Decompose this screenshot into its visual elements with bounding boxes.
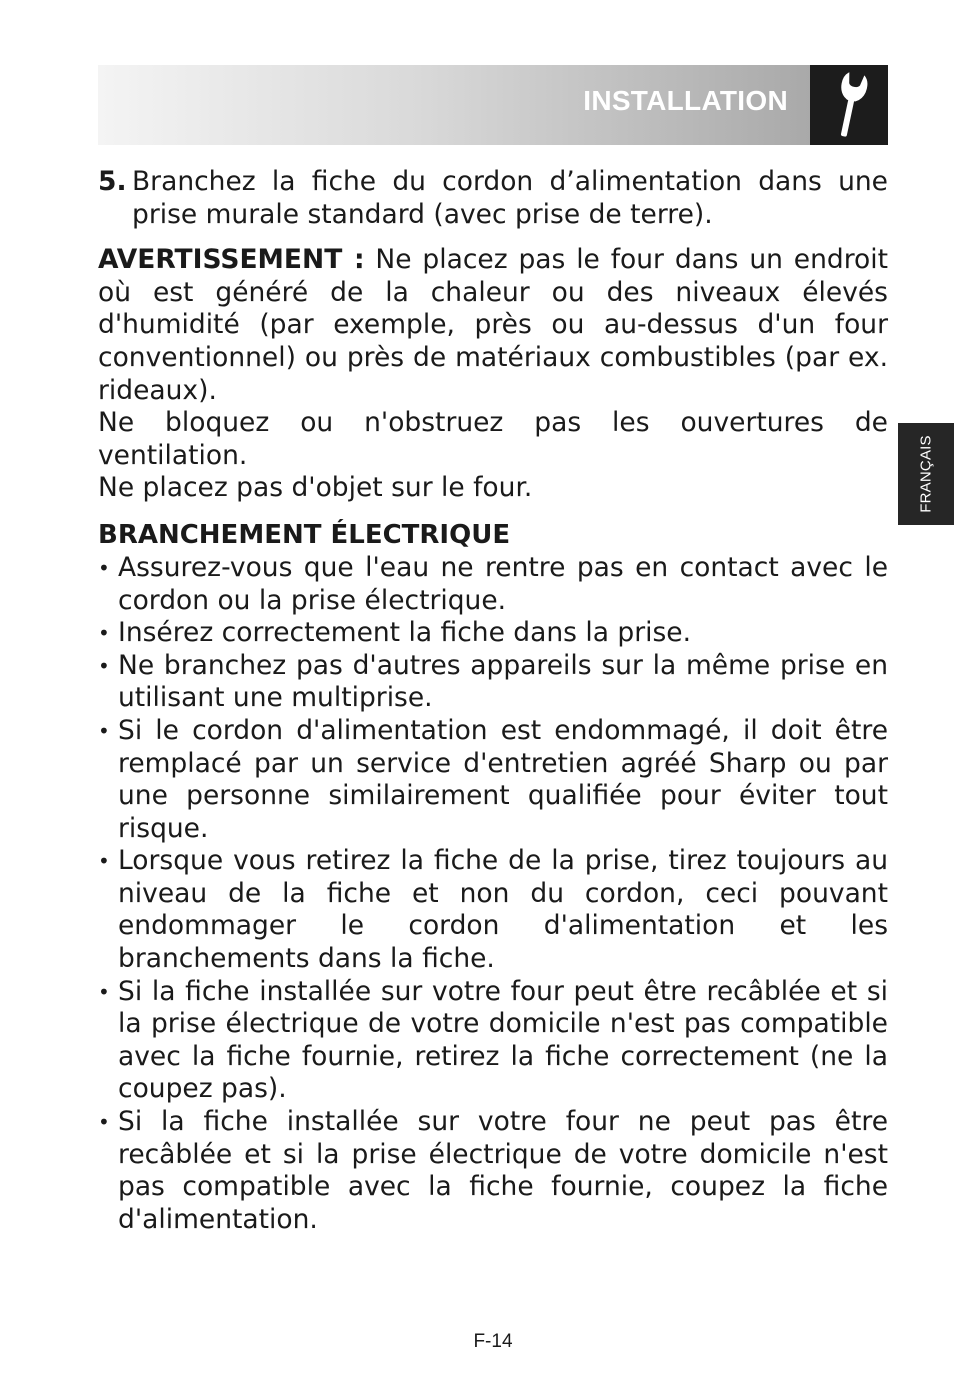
language-tab [898,423,954,525]
warning-paragraph [98,244,888,407]
warning-no-objects: Ne placez pas d'objet sur le four. [98,472,533,504]
list-item: • Si la fiche installée sur votre four peut être recâblée et si la prise électrique de votre domicile n'est pas compatible avec la fiche fournie, retirez la fiche correctement (ne la coupez pas). [98,976,888,1106]
list-item: • Lorsque vous retirez la fiche de la prise, tirez toujours au niveau de la fiche et non du cordon, ceci pouvant endommager le cordon d'alimentation et les branchements dans la fiche. [98,845,888,975]
language-label: FRANÇAIS [917,435,935,513]
step-5 [98,166,888,231]
warning-text: Ne placez pas le four dans un endroit où est généré de la chaleur ou des niveaux élevés d'humidité (par exemple, près ou au-dessus d'un four conventionnel) ou près de matériaux combustibles (par ex. rideaux). [98,244,888,406]
warning-block [98,244,888,505]
list-item: • Assurez-vous que l'eau ne rentre pas en contact avec le cordon ou la prise électrique. [98,552,888,617]
step-text: Branchez la fiche du cordon d’alimentation dans une prise murale standard (avec prise de terre). [132,166,888,230]
page-number: F-14 [473,1331,513,1352]
list-item: • Si le cordon d'alimentation est endommagé, il doit être remplacé par un service d'entretien agréé Sharp ou par une personne similairement qualifiée pour éviter tout risque. [98,715,888,845]
section-title: INSTALLATION [583,85,788,116]
wrench-icon [832,70,868,142]
main-content [98,166,888,1236]
list-item: • Si la fiche installée sur votre four ne peut pas être recâblée et si la prise électrique de votre domicile n'est pas compatible avec la fiche fournie, coupez la fiche d'alimentation. [98,1106,888,1236]
section-heading: BRANCHEMENT ÉLECTRIQUE [98,519,511,550]
warning-ventilation: Ne bloquez ou n'obstruez pas les ouvertures de ventilation. [98,407,888,471]
warning-label: AVERTISSEMENT : [98,244,365,276]
list-item: • Ne branchez pas d'autres appareils sur la même prise en utilisant une multiprise. [98,650,888,715]
step-number: 5. [98,166,127,197]
section-header-bar [98,65,810,145]
list-item: • Insérez correctement la fiche dans la prise. [98,617,888,650]
bullet-list [98,552,888,1236]
header-icon-box [810,65,888,145]
